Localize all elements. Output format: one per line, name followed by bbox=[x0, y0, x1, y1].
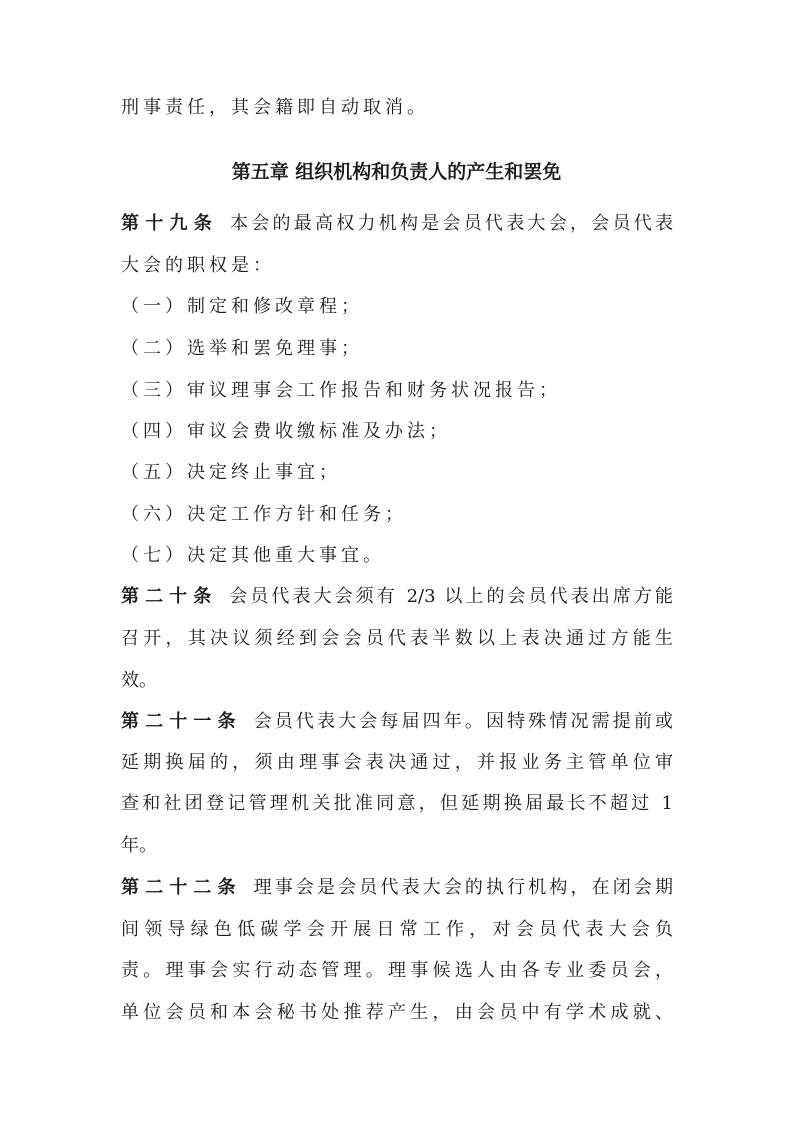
article-line: 单位会员和本会秘书处推荐产生，由会员中有学术成就、 bbox=[121, 1002, 673, 1023]
article-number: 第二十二条 bbox=[121, 877, 242, 898]
article-number: 第十九条 bbox=[121, 213, 218, 234]
list-item: （一）制定和修改章程； bbox=[121, 296, 363, 317]
list-item: （三）审议理事会工作报告和财务状况报告； bbox=[121, 380, 561, 401]
list-item: （五）决定终止事宜； bbox=[121, 462, 341, 483]
article-line: 大会的职权是： bbox=[121, 255, 275, 276]
article-line: 查和社团登记管理机关批准同意，但延期换届最长不超过 1 bbox=[121, 793, 673, 814]
article-line: 年。 bbox=[121, 835, 157, 856]
article-line: 第二十条 会员代表大会须有 2/3 以上的会员代表出席方能 bbox=[121, 586, 673, 607]
article-line: 间领导绿色低碳学会开展日常工作，对会员代表大会负 bbox=[121, 919, 673, 940]
article-number: 第二十一条 bbox=[121, 711, 242, 732]
list-item: （六）决定工作方针和任务； bbox=[121, 504, 407, 525]
article-line: 责。理事会实行动态管理。理事候选人由各专业委员会， bbox=[121, 960, 673, 981]
article-line: 延期换届的，须由理事会表决通过，并报业务主管单位审 bbox=[121, 752, 673, 773]
list-item: （二）选举和罢免理事； bbox=[121, 338, 363, 359]
article-line: 第十九条 本会的最高权力机构是会员代表大会，会员代表 bbox=[121, 213, 673, 234]
list-item: （四）审议会费收缴标准及办法； bbox=[121, 421, 451, 442]
chapter-heading: 第五章 组织机构和负责人的产生和罢免 bbox=[231, 161, 562, 183]
article-line: 第二十二条 理事会是会员代表大会的执行机构，在闭会期 bbox=[121, 877, 673, 898]
article-line: 召开，其决议须经到会会员代表半数以上表决通过方能生 bbox=[121, 628, 673, 649]
article-line: 效。 bbox=[121, 670, 157, 691]
article-number: 第二十条 bbox=[121, 586, 218, 607]
intro-line: 刑事责任，其会籍即自动取消。 bbox=[121, 97, 429, 118]
list-item: （七）决定其他重大事宜。 bbox=[121, 545, 385, 566]
article-line: 第二十一条 会员代表大会每届四年。因特殊情况需提前或 bbox=[121, 711, 673, 732]
